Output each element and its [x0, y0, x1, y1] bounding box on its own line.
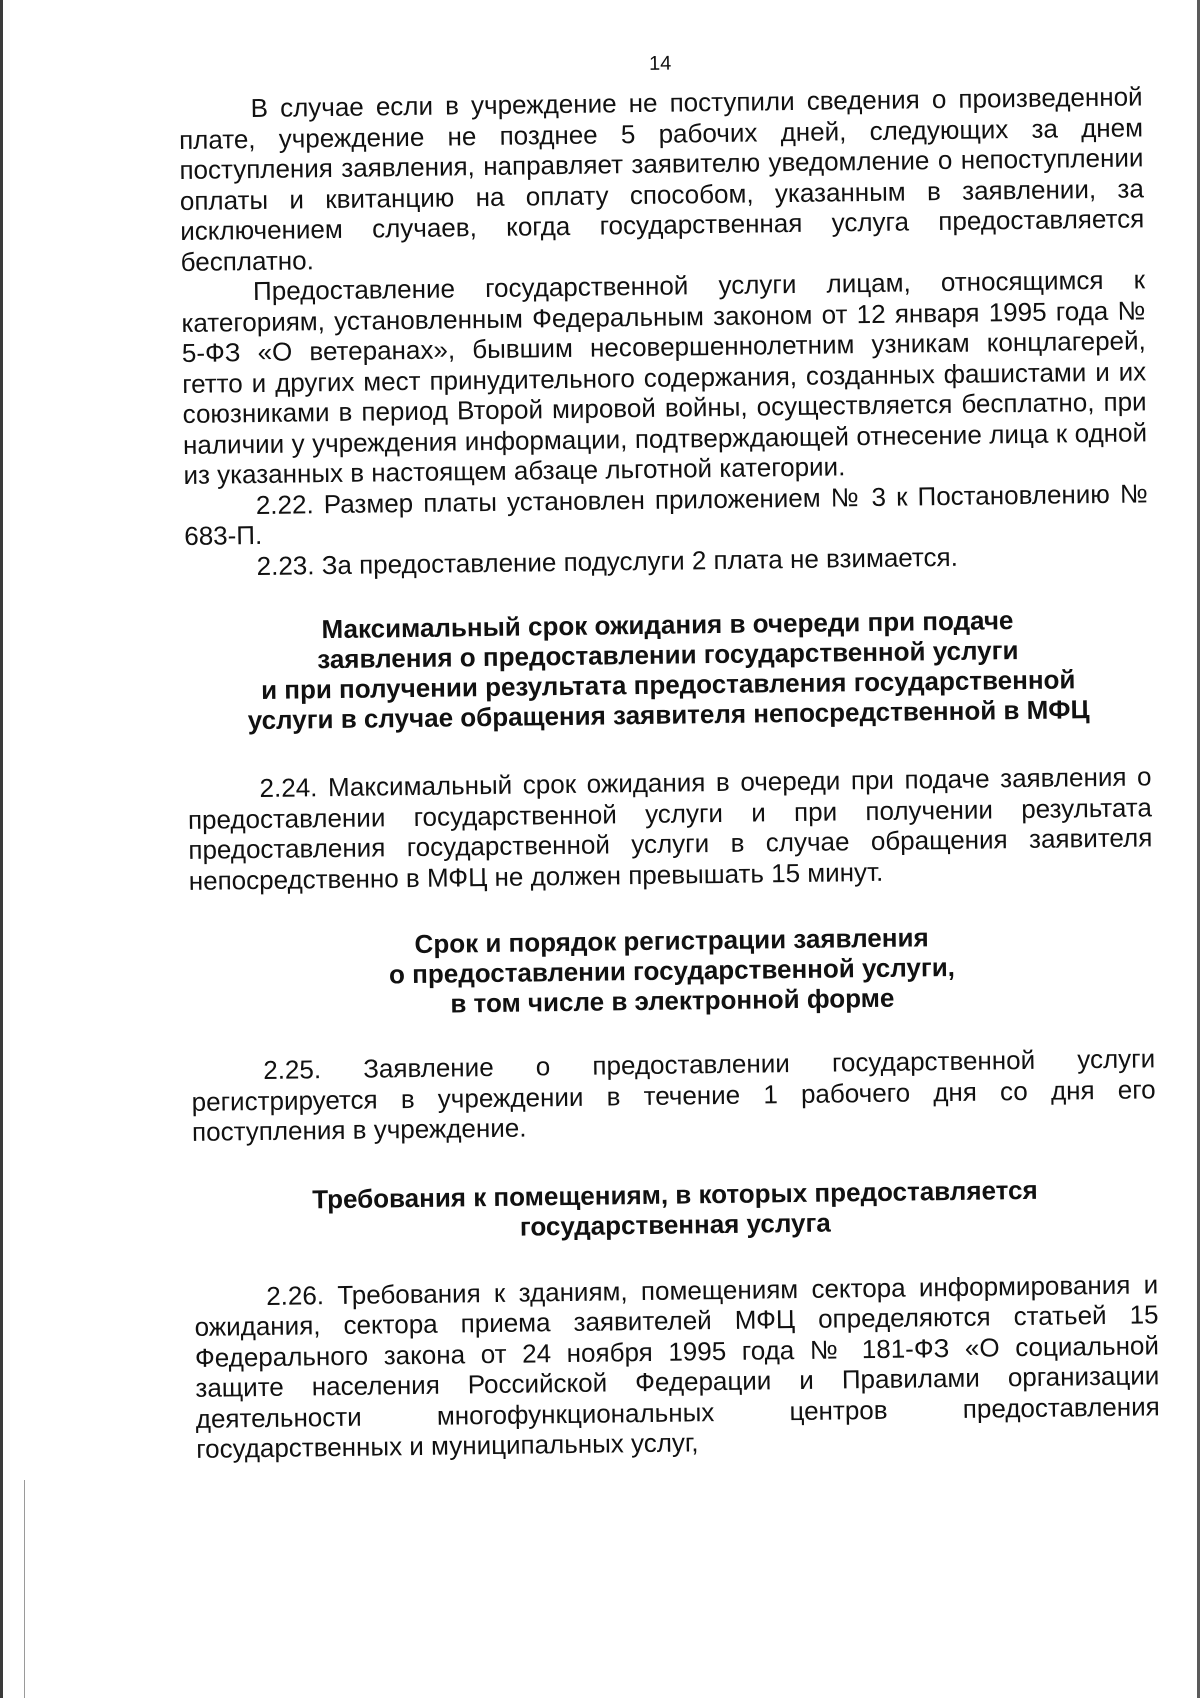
paragraph-2-22: 2.22. Размер платы установлен приложением № 3 к Постановлению № 683-П.: [184, 477, 1148, 551]
paragraph-2-24: 2.24. Максимальный срок ожидания в очереди при подаче заявления о предоставлении государственной услуги и при получении результата предоставления государственной услуги в случае обращения заявителя непосредственно в МФЦ не должен превышать 15 минут.: [187, 761, 1153, 896]
paragraph-2-26: 2.26. Требования к зданиям, помещениям сектора информирования и ожидания, сектора приема заявителей МФЦ определяются статьей 15 Федерального закона от 24 ноября 1995 года № 181-ФЗ «О социальной защите населения Российской Федерации и Правилами организации деятельности многофункциональных центров предоставления государственных и муниципальных услуг,: [194, 1268, 1160, 1464]
paragraph-free-service: Предоставление государственной услуги лицам, относящимся к категориям, установленным Федеральным законом от 12 января 1995 года № 5-ФЗ «О ветеранах», бывшим несовершеннолетним узникам концлагерей, гетто и других мест принудительного содержания, созданных фашистами и их союзниками в период Второй мировой войны, осуществляется бесплатно, при наличии у учреждения информации, подтверждающей отнесение лица к одной из указанных в настоящем абзаце льготной категории.: [181, 264, 1148, 490]
heading-line: о предоставлении государственной услуги,: [388, 951, 956, 990]
heading-line: услуги в случае обращения заявителя непосредственной в МФЦ: [247, 694, 1090, 736]
heading-line: Максимальный срок ожидания в очереди при подаче: [321, 605, 1014, 645]
heading-line: в том числе в электронной форме: [450, 982, 895, 1019]
section-heading-waiting-time: [185, 603, 1150, 736]
page-number: 14: [648, 52, 672, 75]
heading-line: Срок и порядок регистрации заявления: [414, 922, 929, 959]
heading-line: и при получении результата предоставления государственной: [260, 664, 1076, 705]
section-heading-registration: [189, 919, 1154, 1022]
paragraph-2-25: 2.25. Заявление о предоставлении государственной услуги регистрируется в учреждении в течение 1 рабочего дня со дня его поступления в учреждение.: [191, 1043, 1156, 1147]
heading-line: заявления о предоставлении государственной услуги: [317, 635, 1019, 675]
heading-line: государственная услуга: [519, 1207, 831, 1242]
heading-line: Требования к помещениям, в которых предоставляется: [311, 1174, 1038, 1214]
scan-border-left-inner: [24, 1480, 25, 1698]
document-page: [178, 45, 1160, 1464]
scan-border-left: [0, 0, 3, 1698]
paragraph-2-23: 2.23. За предоставление подуслуги 2 плата не взимается.: [256, 541, 959, 581]
paragraph-payment-notice: В случае если в учреждение не поступили сведения о произведенной плате, учреждение не позднее 5 рабочих дней, следующих за днем поступления заявления, направляет заявителю уведомление о непоступлении оплаты и квитанцию на оплату способом, указанным в заявлении, за исключением случаев, когда государственная услуга предоставляется бесплатно.: [178, 81, 1145, 277]
